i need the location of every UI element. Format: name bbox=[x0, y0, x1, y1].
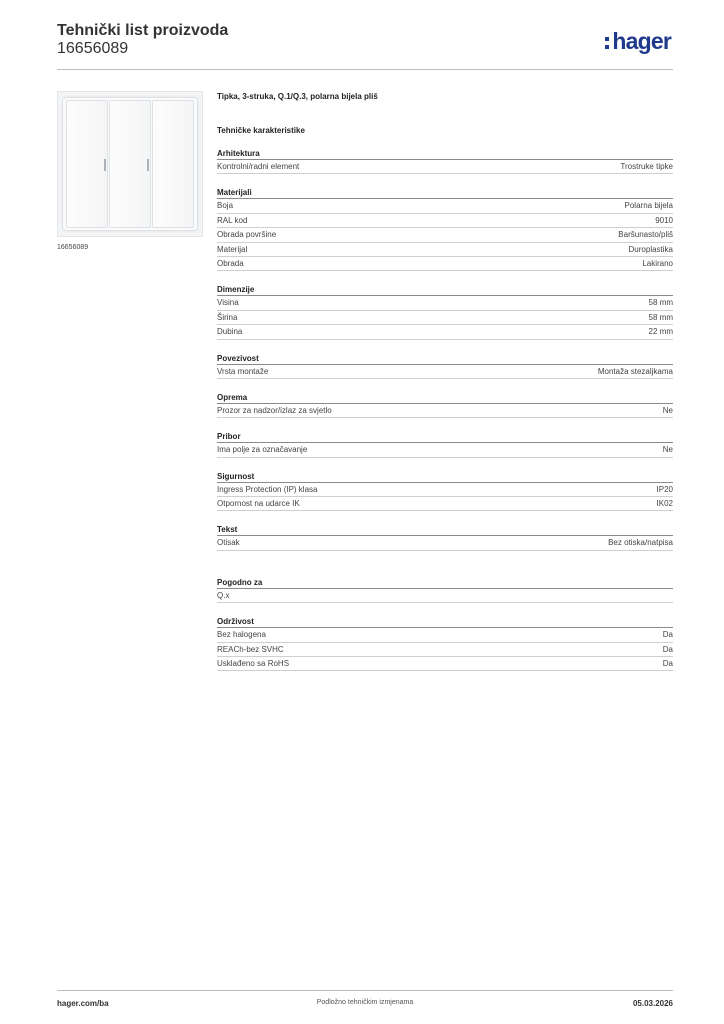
product-image bbox=[57, 91, 203, 237]
footer-website[interactable]: hager.com/ba bbox=[57, 999, 109, 1008]
spec-group-title: Dimenzije bbox=[217, 284, 673, 296]
spec-label: Obrada površine bbox=[217, 230, 277, 240]
spec-group bbox=[217, 353, 673, 379]
spec-label: Visina bbox=[217, 298, 239, 308]
spec-label: REACh-bez SVHC bbox=[217, 644, 284, 654]
spec-value: IK02 bbox=[656, 499, 673, 509]
spec-row bbox=[217, 404, 673, 418]
spec-value: Baršunasto/pliš bbox=[618, 230, 673, 240]
spec-row bbox=[217, 643, 673, 657]
spec-group-title: Održivost bbox=[217, 616, 673, 628]
spec-row bbox=[217, 589, 673, 603]
spec-row bbox=[217, 199, 673, 213]
footer-note: Podložno tehničkim izmjenama bbox=[316, 999, 414, 1006]
image-caption: 16656089 bbox=[57, 244, 89, 251]
spec-row bbox=[217, 483, 673, 497]
spec-label: Dubina bbox=[217, 327, 243, 337]
spec-value: 58 mm bbox=[648, 312, 673, 322]
spec-row bbox=[217, 243, 673, 257]
switch-frame bbox=[63, 98, 197, 230]
spec-group-title: Materijali bbox=[217, 187, 673, 199]
spec-label: Obrada bbox=[217, 258, 244, 268]
spec-group bbox=[217, 431, 673, 457]
spec-group bbox=[217, 148, 673, 174]
rocker-left bbox=[66, 100, 108, 228]
spec-label: Otpornost na udarce IK bbox=[217, 499, 300, 509]
spec-row bbox=[217, 365, 673, 379]
spec-label: Usklađeno sa RoHS bbox=[217, 659, 290, 669]
spec-value: 9010 bbox=[655, 215, 673, 225]
spec-label: Ingress Protection (IP) klasa bbox=[217, 484, 318, 494]
spec-group-title: Tekst bbox=[217, 524, 673, 536]
spec-row bbox=[217, 311, 673, 325]
spec-group bbox=[217, 524, 673, 550]
hager-logo bbox=[605, 28, 671, 55]
spec-row bbox=[217, 160, 673, 174]
spec-groups bbox=[217, 148, 673, 671]
product-title: Tipka, 3-struka, Q.1/Q.3, polarna bijela pliš bbox=[217, 92, 378, 101]
spec-value: 58 mm bbox=[648, 298, 673, 308]
spec-group-title: Sigurnost bbox=[217, 471, 673, 483]
spec-label: Vrsta montaže bbox=[217, 366, 269, 376]
page-header bbox=[57, 20, 673, 70]
spec-group bbox=[217, 616, 673, 671]
spec-value: 22 mm bbox=[648, 327, 673, 337]
spec-value: Duroplastika bbox=[628, 244, 673, 254]
spec-row bbox=[217, 296, 673, 310]
spec-value: Da bbox=[662, 644, 673, 654]
spec-label: Ima polje za označavanje bbox=[217, 445, 308, 455]
spec-label: Kontrolni/radni element bbox=[217, 162, 300, 171]
spec-row bbox=[217, 628, 673, 642]
page-footer bbox=[57, 990, 673, 1008]
spec-value: Da bbox=[662, 659, 673, 669]
spec-value: IP20 bbox=[656, 484, 673, 494]
spec-group bbox=[217, 284, 673, 339]
footer-date: 05.03.2026 bbox=[632, 999, 673, 1008]
product-code: 16656089 bbox=[57, 40, 129, 57]
logo-dots-icon bbox=[605, 34, 610, 50]
spec-value: Da bbox=[662, 630, 673, 640]
spec-group-title: Arhitektura bbox=[217, 148, 673, 160]
spec-group-title: Oprema bbox=[217, 392, 673, 404]
spec-row bbox=[217, 257, 673, 271]
spec-row bbox=[217, 657, 673, 671]
spec-label: Materijal bbox=[217, 244, 248, 254]
spec-row bbox=[217, 228, 673, 242]
spec-row bbox=[217, 214, 673, 228]
spec-group-title: Povezivost bbox=[217, 353, 673, 365]
spec-value: Montaža stezaljkama bbox=[597, 366, 673, 376]
spec-row bbox=[217, 325, 673, 339]
spec-group bbox=[217, 471, 673, 512]
spec-value: Ne bbox=[662, 445, 673, 455]
spec-row bbox=[217, 497, 673, 511]
spec-row bbox=[217, 536, 673, 550]
section-heading: Tehničke karakteristike bbox=[217, 126, 305, 135]
spec-value: Ne bbox=[662, 405, 673, 415]
spec-label: Q.x bbox=[217, 590, 230, 600]
rocker-middle bbox=[109, 100, 151, 228]
document-title: Tehnički list proizvoda bbox=[57, 22, 229, 39]
spec-group-title: Pogodno za bbox=[217, 577, 673, 589]
spec-group bbox=[217, 187, 673, 271]
spec-value: Trostruke tipke bbox=[620, 162, 673, 171]
spec-value: Lakirano bbox=[642, 258, 673, 268]
rocker-right bbox=[152, 100, 194, 228]
spec-content bbox=[217, 92, 673, 671]
spec-group bbox=[217, 392, 673, 418]
spec-label: Prozor za nadzor/izlaz za svjetlo bbox=[217, 405, 332, 415]
spec-group-title: Pribor bbox=[217, 431, 673, 443]
spec-label: Otisak bbox=[217, 538, 240, 548]
logo-text: hager bbox=[612, 28, 671, 54]
spec-label: Bez halogena bbox=[217, 630, 266, 640]
spec-label: Boja bbox=[217, 201, 234, 211]
spec-row bbox=[217, 443, 673, 457]
spec-group bbox=[217, 577, 673, 603]
spec-label: RAL kod bbox=[217, 215, 248, 225]
spec-value: Polarna bijela bbox=[624, 201, 673, 211]
spec-value: Bez otiska/natpisa bbox=[608, 538, 673, 548]
spec-label: Širina bbox=[217, 312, 238, 322]
